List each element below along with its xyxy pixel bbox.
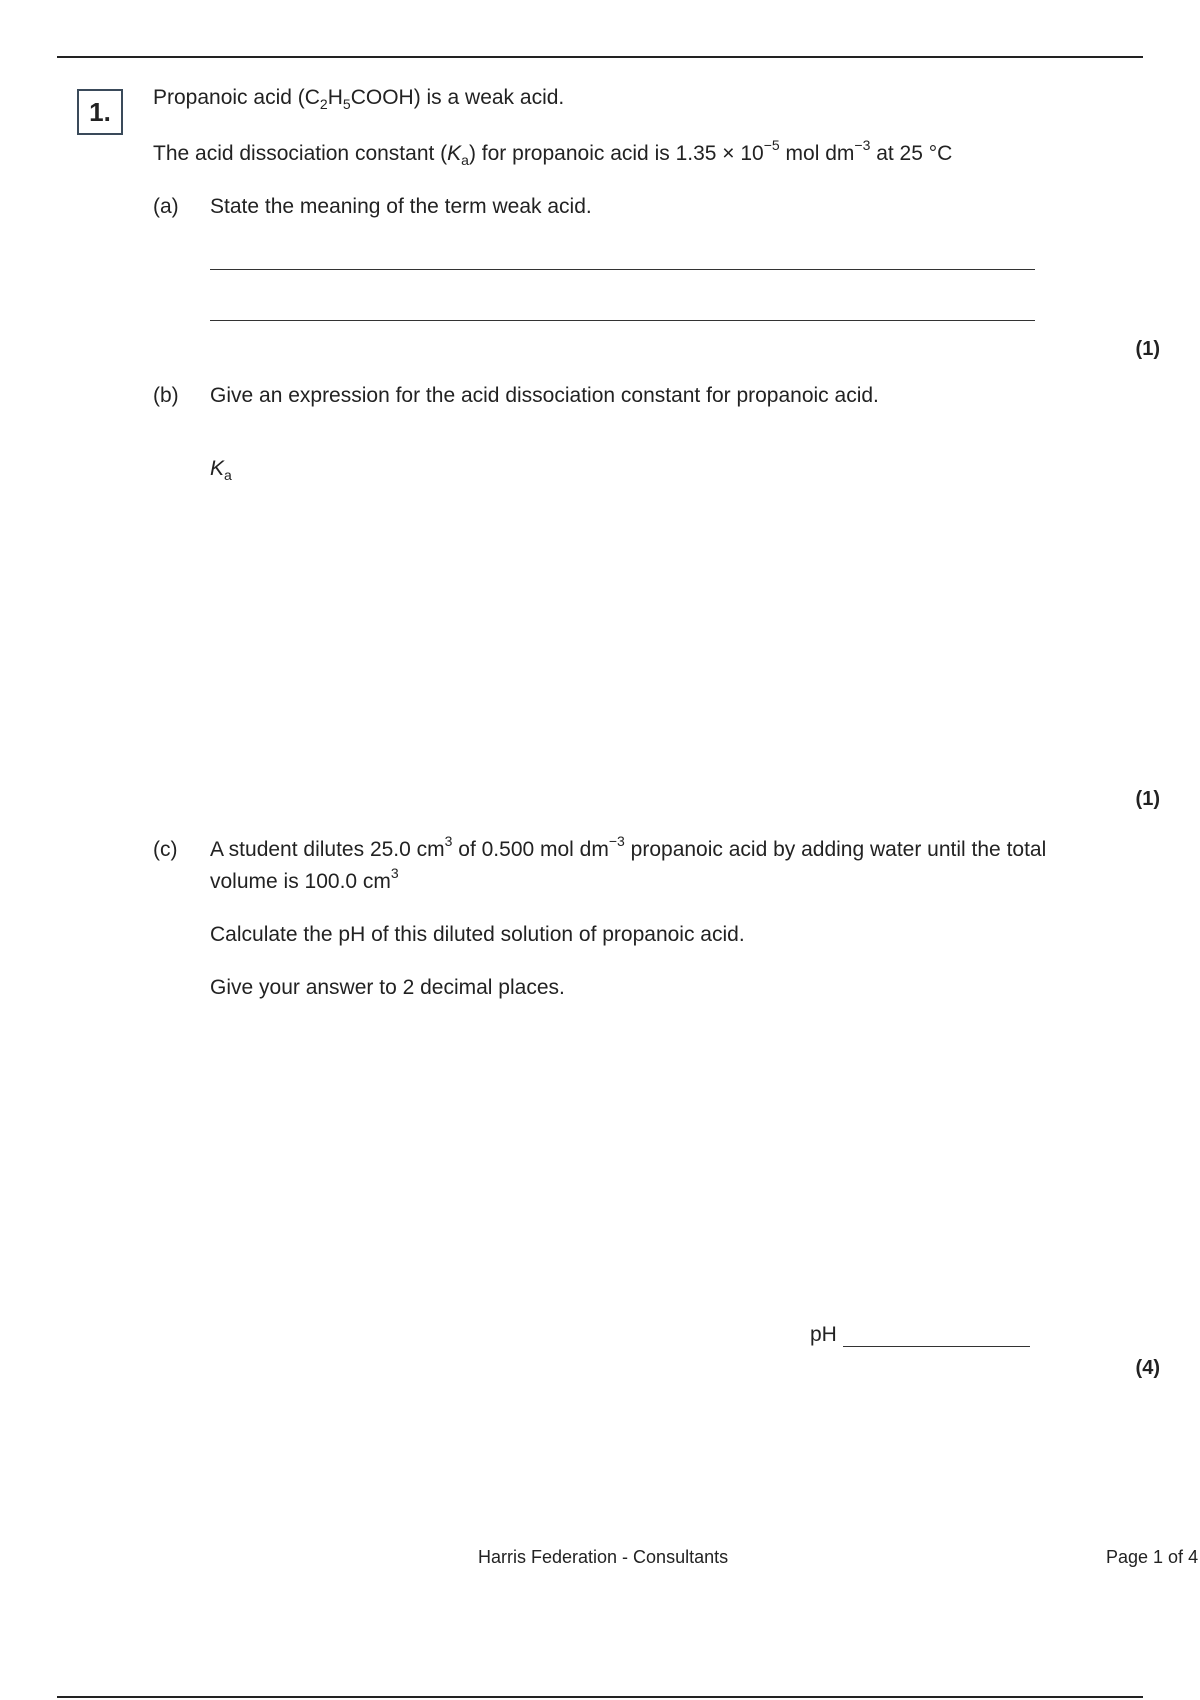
part-b-answer-space[interactable] (200, 490, 1100, 760)
part-c-line-2: volume is 100.0 $cm^3$ (210, 865, 399, 893)
part-b-question: Give an expression for the acid dissociation constant for propanoic acid. (210, 384, 879, 407)
question-number: 1. (89, 96, 111, 127)
part-a-question: State the meaning of the term weak acid. (210, 195, 592, 218)
part-c-working-space[interactable] (200, 1020, 1100, 1310)
part-c-instruction-2: Give your answer to 2 decimal places. (210, 976, 565, 999)
ka-statement: The acid dissociation constant $(K_a)$ for propanoic acid is $1.35 \times 10^{-5}$ mol $dm^{-3}$ at 25 °C (153, 137, 953, 169)
footer-organisation: Harris Federation - Consultants (478, 1547, 729, 1567)
part-c-instruction-1: Calculate the pH of this diluted solution of propanoic acid. (210, 923, 745, 946)
part-a-answer-line-2[interactable] (210, 320, 1035, 321)
part-c-label: (c) (153, 838, 178, 861)
part-a-label: (a) (153, 195, 179, 218)
part-b-marks: (1) (1135, 788, 1160, 810)
question-intro: Propanoic acid $(C_2H_5COOH)$ is a weak acid. (153, 86, 565, 113)
part-c-marks: (4) (1135, 1357, 1160, 1379)
part-c-line-1: A student dilutes 25.0 $cm^3$ of 0.500 mol $dm^{-3}$ propanoic acid by adding water until the total (210, 833, 1047, 861)
part-b-ka-label: $K_a$ (210, 457, 232, 484)
ph-answer-line[interactable] (843, 1346, 1030, 1347)
part-b-label: (b) (153, 384, 179, 407)
question-number-box (77, 89, 123, 135)
ph-answer-label: pH (810, 1323, 837, 1346)
bottom-rule (57, 1696, 1143, 1698)
footer-page-number: Page 1 of 4 (1106, 1547, 1199, 1567)
part-a-marks: (1) (1135, 338, 1160, 360)
top-rule (57, 56, 1143, 58)
part-a-answer-line-1[interactable] (210, 269, 1035, 270)
